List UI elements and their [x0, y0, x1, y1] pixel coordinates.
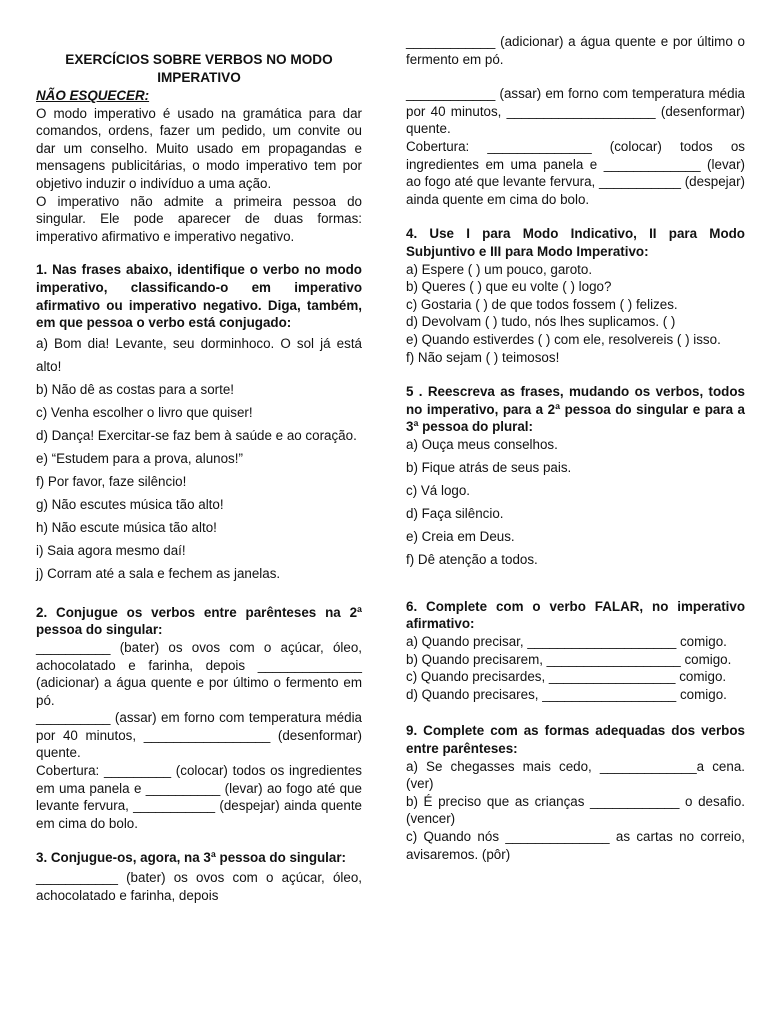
question-4-item-a: a) Espere ( ) um pouco, garoto.: [406, 261, 593, 277]
question-1-item-j: j) Corram até a sala e fechem as janelas.: [36, 565, 281, 581]
question-3-paragraph-1: ___________ (bater) os ovos com o açúcar, óleo, achocolatado e farinha, depois: [36, 870, 362, 903]
page-title-line-2: IMPERATIVO: [157, 70, 241, 85]
question-1-item-h: h) Não escute música tão alto!: [36, 519, 217, 535]
question-2-heading: 2. Conjugue os verbos entre parênteses na 2ª pessoa do singular:: [36, 604, 362, 638]
note-label: NÃO ESQUECER:: [36, 88, 150, 103]
question-4-item-e: e) Quando estiverdes ( ) com ele, resolvereis ( ) isso.: [406, 331, 721, 347]
question-6-heading: 6. Complete com o verbo FALAR, no imperativo afirmativo:: [406, 598, 745, 632]
question-1-item-f: f) Por favor, faze silêncio!: [36, 473, 187, 489]
question-6-item-a: a) Quando precisar, ____________________ comigo.: [406, 634, 727, 650]
question-9-item-a: a) Se chegasses mais cedo, _____________a cena. (ver): [406, 758, 745, 792]
intro-paragraph-2: O imperativo não admite a primeira pessoa do singular. Ele pode aparecer de duas formas: imperativo afirmativo e imperativo negativo.: [36, 193, 362, 244]
question-1-heading: 1. Nas frases abaixo, identifique o verbo no modo imperativo, classificando-o em imperativo afirmativo ou imperativo negativo. Diga, também, em que pessoa o verbo está conjugado:: [36, 262, 362, 331]
question-4-item-b: b) Queres ( ) que eu volte ( ) logo?: [406, 279, 612, 295]
question-4-heading: 4. Use I para Modo Indicativo, II para Modo Subjuntivo e III para Modo Imperativo:: [406, 226, 745, 259]
question-4-item-c: c) Gostaria ( ) de que todos fossem ( ) felizes.: [406, 296, 678, 312]
question-9-heading: 9. Complete com as formas adequadas dos verbos entre parênteses:: [406, 723, 745, 757]
question-5-item-f: f) Dê atenção a todos.: [406, 551, 538, 567]
question-3-paragraph-2: ____________ (adicionar) a água quente e por último o fermento em pó.: [406, 34, 745, 67]
question-6-item-c: c) Quando precisardes, _________________ comigo.: [406, 669, 727, 685]
left-column: [36, 0, 362, 904]
question-9-item-c: c) Quando nós ______________ as cartas no correio, avisaremos. (pôr): [406, 829, 745, 862]
question-2-paragraph-2: __________ (assar) em forno com temperatura média por 40 minutos, _________________ (desenformar) quente.: [36, 710, 362, 761]
question-1-item-e: e) “Estudem para a prova, alunos!”: [36, 450, 243, 466]
question-6-item-b: b) Quando precisarem, __________________ comigo.: [406, 651, 732, 667]
question-1-item-a: a) Bom dia! Levante, seu dorminhoco. O sol já está alto!: [36, 335, 362, 374]
question-3-heading: 3. Conjugue-os, agora, na 3ª pessoa do singular:: [36, 850, 347, 866]
question-6-item-d: d) Quando precisares, __________________ comigo.: [406, 686, 727, 702]
question-4-item-f: f) Não sejam ( ) teimosos!: [406, 349, 560, 365]
question-3-paragraph-4: Cobertura: ______________ (colocar) todos os ingredientes em uma panela e _____________ (levar) ao fogo até que levante fervura, ___________ (despejar) ainda quente em cima do bolo.: [406, 138, 745, 207]
question-5-item-a: a) Ouça meus conselhos.: [406, 436, 558, 452]
right-column: [406, 0, 745, 863]
question-1-item-c: c) Venha escolher o livro que quiser!: [36, 404, 253, 420]
question-3-paragraph-3: ____________ (assar) em forno com temperatura média por 40 minutos, ____________________ (desenformar) quente.: [406, 86, 745, 137]
question-5-heading: 5 . Reescreva as frases, mudando os verbos, todos no imperativo, para a 2ª pessoa do singular e para a 3ª pessoa do plural:: [406, 384, 745, 435]
question-1-item-g: g) Não escutes música tão alto!: [36, 496, 224, 512]
question-1-item-i: i) Saia agora mesmo daí!: [36, 542, 186, 558]
question-1-item-b: b) Não dê as costas para a sorte!: [36, 381, 234, 397]
intro-paragraph-1: O modo imperativo é usado na gramática para dar comandos, ordens, fazer um pedido, um convite ou dar um conselho. Muito usado em propagandas e mensagens publicitárias, o modo imperativo tem por objetivo induzir o indivíduo a uma ação.: [36, 105, 362, 191]
question-5-item-e: e) Creia em Deus.: [406, 528, 515, 544]
question-5-item-b: b) Fique atrás de seus pais.: [406, 459, 572, 475]
question-9-item-b: b) É preciso que as crianças ____________ o desafio. (vencer): [406, 793, 745, 827]
question-4-item-d: d) Devolvam ( ) tudo, nós lhes suplicamos. ( ): [406, 314, 676, 330]
question-5-item-d: d) Faça silêncio.: [406, 505, 504, 521]
question-2-paragraph-3: Cobertura: _________ (colocar) todos os ingredientes em uma panela e __________ (levar) ao fogo até que levante fervura, ___________ (despejar) ainda quente em cima do bolo.: [36, 763, 362, 831]
question-5-item-c: c) Vá logo.: [406, 482, 471, 498]
question-2-paragraph-1: __________ (bater) os ovos com o açúcar, óleo, achocolatado e farinha, depois ______________ (adicionar) a água quente e por último o fermento em pó.: [36, 639, 362, 708]
question-1-item-d: d) Dança! Exercitar-se faz bem à saúde e ao coração.: [36, 427, 357, 443]
page-title-line-1: EXERCÍCIOS SOBRE VERBOS NO MODO: [65, 52, 333, 67]
